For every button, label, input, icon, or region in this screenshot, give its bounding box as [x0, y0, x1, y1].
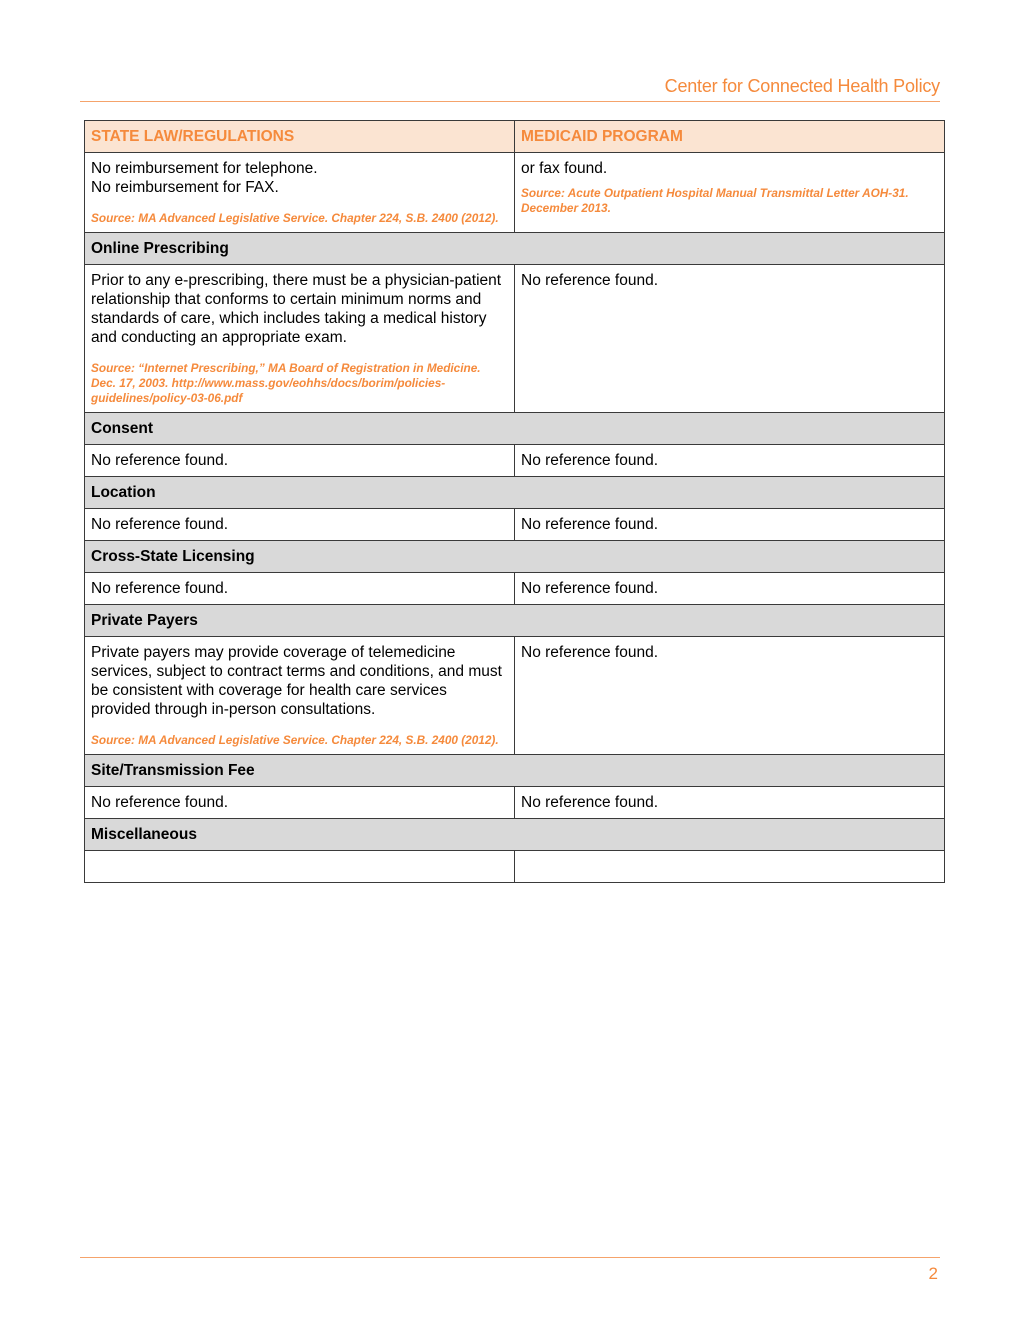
state-law-cell: [85, 637, 515, 755]
section-row-online-prescribing: [85, 233, 945, 265]
state-law-cell: [85, 851, 515, 883]
medicaid-cell: No reference found.: [515, 573, 945, 605]
table-row: [85, 445, 945, 477]
section-title: Location: [85, 477, 945, 509]
section-title: Online Prescribing: [85, 233, 945, 265]
medicaid-cell: No reference found.: [515, 787, 945, 819]
table-row: [85, 509, 945, 541]
section-title: Site/Transmission Fee: [85, 755, 945, 787]
medicaid-cell: No reference found.: [515, 509, 945, 541]
cell-text: Prior to any e-prescribing, there must be a physician-patient relationship that conforms to certain minimum norms and standards of care, which includes taking a medical history and conducting an appropriate exam.: [91, 272, 502, 346]
source-citation: Source: MA Advanced Legislative Service. Chapter 224, S.B. 2400 (2012).: [91, 211, 499, 225]
table-row: [85, 153, 945, 233]
medicaid-cell: No reference found.: [515, 637, 945, 755]
source-citation: Source: Acute Outpatient Hospital Manual Transmittal Letter AOH-31. December 2013.: [521, 186, 909, 215]
medicaid-column-header: MEDICAID PROGRAM: [515, 121, 945, 153]
state-law-cell: No reference found.: [85, 787, 515, 819]
section-row-consent: [85, 413, 945, 445]
footer-rule: [80, 1257, 940, 1258]
header-rule: [80, 101, 940, 102]
section-row-miscellaneous: [85, 819, 945, 851]
source-citation: Source: “Internet Prescribing,” MA Board of Registration in Medicine. Dec. 17, 2003. http://www.mass.gov/eohhs/docs/borim/policies-guidelines/policy-03-06.pdf: [91, 361, 481, 405]
medicaid-cell: No reference found.: [515, 265, 945, 413]
cell-text: Private payers may provide coverage of telemedicine services, subject to contract terms and conditions, and must be consistent with coverage for health care services provided through in-person consultations.: [91, 644, 502, 718]
table-row: [85, 573, 945, 605]
section-row-private-payers: [85, 605, 945, 637]
state-law-cell: No reference found.: [85, 509, 515, 541]
section-row-location: [85, 477, 945, 509]
medicaid-cell: [515, 153, 945, 233]
state-law-cell: [85, 153, 515, 233]
section-title: Cross-State Licensing: [85, 541, 945, 573]
medicaid-cell: No reference found.: [515, 445, 945, 477]
section-row-site-transmission-fee: [85, 755, 945, 787]
state-law-cell: No reference found.: [85, 445, 515, 477]
cell-text: or fax found.: [521, 160, 608, 177]
section-title: Miscellaneous: [85, 819, 945, 851]
table-row: [85, 637, 945, 755]
section-title: Consent: [85, 413, 945, 445]
cell-text: No reimbursement for FAX.: [91, 179, 279, 196]
medicaid-cell: [515, 851, 945, 883]
state-law-cell: No reference found.: [85, 573, 515, 605]
table-row: [85, 851, 945, 883]
table-row: [85, 787, 945, 819]
section-title: Private Payers: [85, 605, 945, 637]
section-row-cross-state-licensing: [85, 541, 945, 573]
source-citation: Source: MA Advanced Legislative Service. Chapter 224, S.B. 2400 (2012).: [91, 733, 499, 747]
policy-table: [84, 120, 945, 883]
cell-text: No reimbursement for telephone.: [91, 160, 318, 177]
state-law-column-header: STATE LAW/REGULATIONS: [85, 121, 515, 153]
state-law-cell: [85, 265, 515, 413]
page-number: 2: [928, 1264, 938, 1283]
column-header-row: [85, 121, 945, 153]
table-row: [85, 265, 945, 413]
document-header-title: Center for Connected Health Policy: [664, 76, 940, 96]
